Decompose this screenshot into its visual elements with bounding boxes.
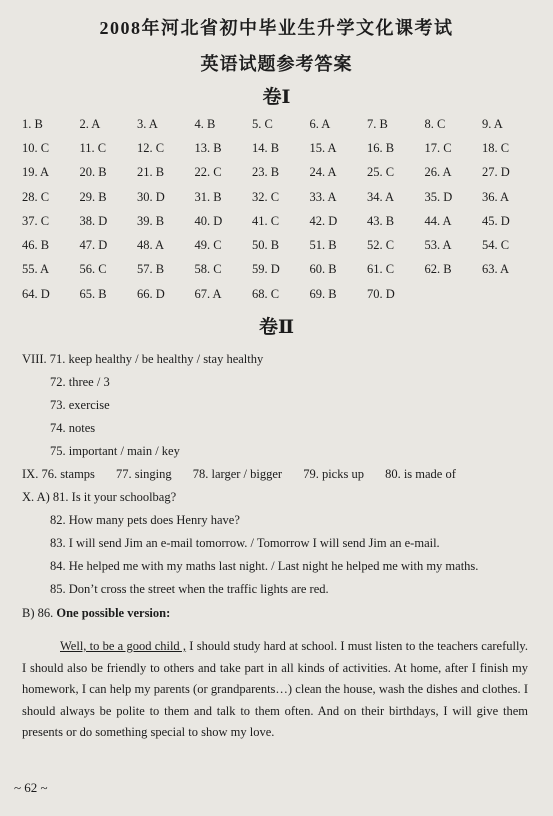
- answer-cell: 52. C: [367, 238, 395, 253]
- answer-cell: 13. B: [194, 140, 222, 155]
- answer-cell: 15. A: [309, 140, 337, 155]
- answer-84: 84. He helped me with my maths last night. / Last night he helped me with my maths.: [50, 559, 479, 573]
- answer-72: 72. three / 3: [50, 375, 110, 389]
- page-number: ~ 62 ~: [14, 780, 48, 795]
- answer-cell: 22. C: [194, 165, 222, 180]
- section-9-answers: [22, 467, 474, 482]
- question-86-number: B) 86.: [22, 606, 57, 620]
- answer-cell: 37. C: [22, 213, 50, 228]
- version-label: One possible version:: [56, 606, 171, 620]
- part2-heading: 卷Ⅱ: [258, 317, 294, 338]
- answer-cell: 43. B: [367, 213, 395, 228]
- answer-cell: 17. C: [424, 140, 452, 155]
- answer-row: [22, 136, 542, 160]
- answer-cell: 21. B: [137, 165, 165, 180]
- answer-75: 75. important / main / key: [50, 444, 180, 458]
- answer-row: [22, 112, 542, 136]
- answer-cell: 57. B: [137, 262, 165, 277]
- answer-cell: 63. A: [482, 262, 510, 277]
- answer-row: [22, 209, 542, 233]
- answer-cell: 8. C: [424, 116, 446, 131]
- multiple-choice-answers: [22, 112, 542, 306]
- answer-cell: 12. C: [137, 140, 165, 155]
- answer-row: [22, 258, 542, 282]
- answer-cell: 28. C: [22, 189, 50, 204]
- answer-cell: 29. B: [79, 189, 107, 204]
- answer-cell: 34. A: [367, 189, 395, 204]
- answer-cell: 59. D: [252, 262, 280, 277]
- answer-83: 83. I will send Jim an e-mail tomorrow. / Tomorrow I will send Jim an e-mail.: [50, 536, 440, 550]
- answer-cell: 49. C: [194, 238, 222, 253]
- answer-cell: 23. B: [252, 165, 280, 180]
- answer-cell: 60. B: [309, 262, 337, 277]
- answer-cell: 33. A: [309, 189, 337, 204]
- answer-cell: 64. D: [22, 286, 50, 301]
- answer-cell: 36. A: [482, 189, 510, 204]
- answer-cell: 38. D: [79, 213, 108, 228]
- answer-cell: 66. D: [137, 286, 165, 301]
- answer-81: X. A) 81. Is it your schoolbag?: [22, 490, 177, 504]
- model-essay: [22, 636, 528, 744]
- answer-cell: 3. A: [137, 116, 158, 131]
- answer-77: 77. singing: [116, 467, 172, 481]
- answer-cell: 35. D: [424, 189, 453, 204]
- answer-79: 79. picks up: [303, 467, 364, 481]
- answer-cell: 69. B: [309, 286, 337, 301]
- answer-80: 80. is made of: [385, 467, 456, 481]
- answer-cell: 14. B: [252, 140, 280, 155]
- answer-row: [22, 233, 542, 257]
- answer-78: 78. larger / bigger: [192, 467, 283, 481]
- answer-cell: 62. B: [424, 262, 452, 277]
- answer-76: IX. 76. stamps: [22, 467, 95, 481]
- answer-cell: 65. B: [79, 286, 107, 301]
- answer-cell: 18. C: [482, 140, 510, 155]
- answer-86-label: [22, 606, 170, 621]
- essay-opening: Well, to be a good child ,: [60, 639, 187, 653]
- answer-cell: 58. C: [194, 262, 222, 277]
- answer-cell: 5. C: [252, 116, 273, 131]
- answer-cell: 39. B: [137, 213, 165, 228]
- answer-cell: 31. B: [194, 189, 222, 204]
- answer-cell: 54. C: [482, 238, 510, 253]
- answer-cell: 46. B: [22, 238, 50, 253]
- answer-74: 74. notes: [50, 421, 96, 435]
- answer-82: 82. How many pets does Henry have?: [50, 513, 240, 527]
- essay-body: I should study hard at school. I must listen to the teachers carefully. I should also be friendly to others and take part in all kinds of activities. At home, after I finish my homework, I can help my parents (or grandparents…) clean the house, wash the dishes and clothes. I should always be polite to them and talk to them often. And on their birthdays, I will give them presents or do something special to show my love.: [22, 639, 528, 740]
- answer-cell: 55. A: [22, 262, 50, 277]
- answer-cell: 11. C: [79, 140, 107, 155]
- answer-row: [22, 282, 542, 306]
- answer-cell: 9. A: [482, 116, 503, 131]
- answer-cell: 61. C: [367, 262, 395, 277]
- answer-cell: 16. B: [367, 140, 395, 155]
- answer-cell: 6. A: [309, 116, 331, 131]
- answer-cell: 48. A: [137, 238, 165, 253]
- answer-row: [22, 185, 542, 209]
- page-title: 2008年河北省初中毕业生升学文化课考试: [99, 18, 454, 38]
- answer-cell: 44. A: [424, 213, 452, 228]
- answer-71: VIII. 71. keep healthy / be healthy / stay healthy: [22, 352, 264, 366]
- answer-cell: 50. B: [252, 238, 280, 253]
- answer-cell: 27. D: [482, 165, 510, 180]
- part1-heading: 卷Ⅰ: [262, 87, 291, 108]
- answer-cell: 68. C: [252, 286, 280, 301]
- answer-cell: 2. A: [79, 116, 101, 131]
- answer-cell: 25. C: [367, 165, 395, 180]
- answer-cell: 53. A: [424, 238, 452, 253]
- answer-cell: 32. C: [252, 189, 280, 204]
- answer-cell: 47. D: [79, 238, 108, 253]
- answer-cell: 40. D: [194, 213, 223, 228]
- answer-cell: 42. D: [309, 213, 338, 228]
- page-subtitle: 英语试题参考答案: [200, 54, 353, 74]
- answer-73: 73. exercise: [50, 398, 110, 412]
- answer-row: [22, 161, 542, 185]
- answer-cell: 56. C: [79, 262, 107, 277]
- answer-cell: 67. A: [194, 286, 222, 301]
- answer-cell: 41. C: [252, 213, 280, 228]
- answer-cell: 24. A: [309, 165, 337, 180]
- answer-cell: 20. B: [79, 165, 107, 180]
- answer-cell: 1. B: [22, 116, 43, 131]
- answer-cell: 7. B: [367, 116, 388, 131]
- answer-cell: 10. C: [22, 140, 50, 155]
- answer-cell: 45. D: [482, 213, 510, 228]
- answer-85: 85. Don’t cross the street when the traffic lights are red.: [50, 582, 329, 596]
- answer-cell: 4. B: [194, 116, 216, 131]
- answer-cell: 51. B: [309, 238, 337, 253]
- answer-cell: 30. D: [137, 189, 165, 204]
- answer-cell: 26. A: [424, 165, 452, 180]
- answer-cell: 70. D: [367, 286, 395, 301]
- answer-cell: 19. A: [22, 165, 50, 180]
